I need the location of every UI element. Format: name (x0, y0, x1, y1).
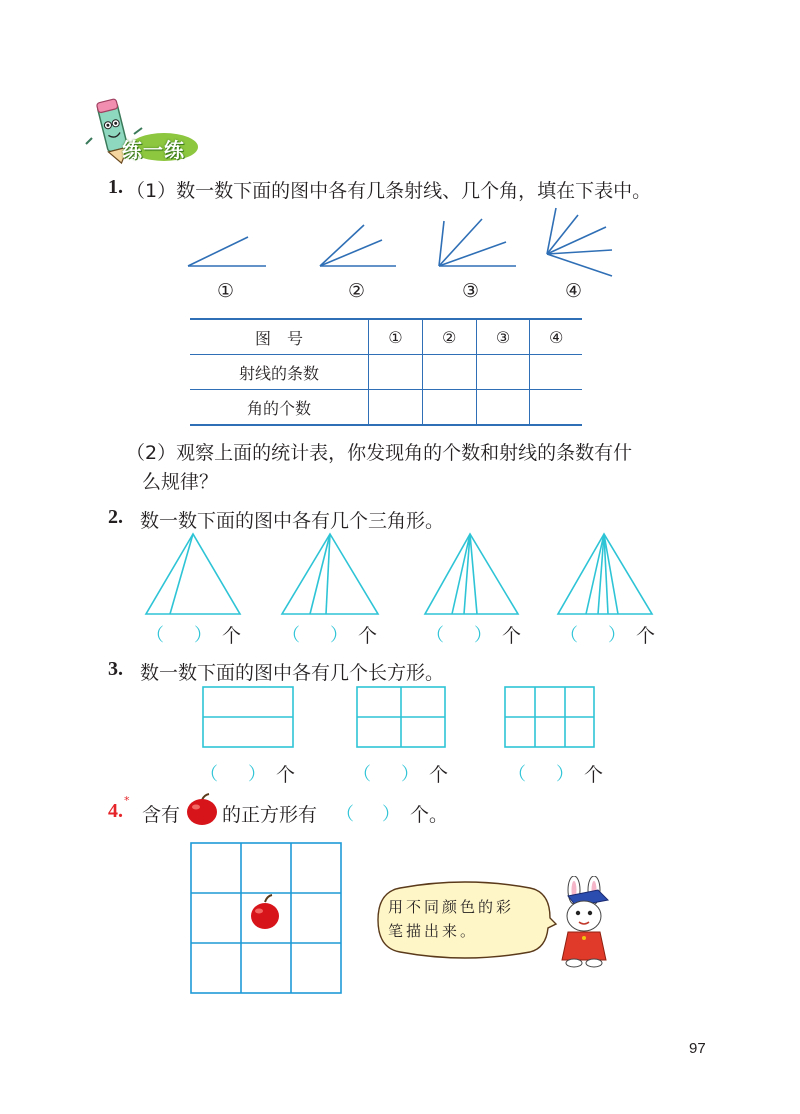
q3-number: 3. (108, 658, 123, 680)
q1-part1-text: （1）数一数下面的图中各有几条射线、几个角，填在下表中。 (126, 180, 652, 202)
triangle-figure-4 (558, 534, 652, 614)
table-col-1: ① (369, 319, 423, 355)
rectangle-figure-3 (505, 687, 594, 747)
q3-rectangle-figures (200, 685, 600, 750)
bubble-line-2: 笔描出来。 (388, 922, 479, 940)
table-cell[interactable] (476, 390, 530, 426)
q2-answer-1: （ ） 个 (146, 625, 242, 647)
grid-apple-icon (251, 895, 279, 929)
q2-triangle-figures (140, 530, 680, 620)
table-row-rays (190, 355, 582, 390)
table-col-4: ④ (530, 319, 582, 355)
figure-4-angle (547, 208, 612, 276)
q2-text: 数一数下面的图中各有几个三角形。 (140, 510, 445, 532)
q1-ray-figures (180, 205, 620, 280)
table-row-label-rays: 射线的条数 (190, 355, 369, 390)
triangle-figure-1 (146, 534, 240, 614)
q4-star: * (124, 794, 130, 807)
q3-answer-1: （ ） 个 (200, 764, 296, 786)
table-cell[interactable] (369, 390, 423, 426)
q1-part2-line1: （2）观察上面的统计表，你发现角的个数和射线的条数有什 (126, 442, 633, 464)
figure-label-4: ④ (565, 280, 583, 302)
section-header (84, 98, 204, 168)
rectangle-figure-2 (357, 687, 445, 747)
figure-label-3: ③ (462, 280, 480, 302)
q2-answer-4: （ ） 个 (560, 625, 656, 647)
table-row-label-angles: 角的个数 (190, 390, 369, 426)
figure-label-1: ① (217, 280, 235, 302)
q4-number: 4. (108, 800, 123, 822)
triangle-figure-2 (282, 534, 378, 614)
table-cell[interactable] (422, 390, 476, 426)
table-col-3: ③ (476, 319, 530, 355)
q3-answer-2: （ ） 个 (353, 764, 449, 786)
q4-square-grid (188, 840, 348, 1000)
figure-3-angle (439, 219, 516, 266)
q2-answer-2: （ ） 个 (282, 625, 378, 647)
q1-statistics-table (190, 318, 582, 426)
bubble-line-1: 用不同颜色的彩 (388, 898, 515, 916)
page-number: 97 (689, 1040, 706, 1057)
q2-number: 2. (108, 506, 123, 528)
apple-icon (184, 793, 220, 827)
triangle-figure-3 (425, 534, 518, 614)
q4-text-after: 的正方形有 (222, 804, 318, 826)
table-cell[interactable] (422, 355, 476, 390)
figure-1-angle (188, 237, 266, 266)
rabbit-mascot-icon (550, 876, 618, 968)
table-row-angles (190, 390, 582, 426)
q3-text: 数一数下面的图中各有几个长方形。 (140, 662, 445, 684)
q3-answer-3: （ ） 个 (508, 764, 604, 786)
table-header-label: 图 号 (190, 319, 369, 355)
section-title: 练一练 (122, 138, 185, 162)
table-cell[interactable] (476, 355, 530, 390)
table-col-2: ② (422, 319, 476, 355)
table-cell[interactable] (369, 355, 423, 390)
table-cell[interactable] (530, 355, 582, 390)
table-cell[interactable] (530, 390, 582, 426)
q2-answer-3: （ ） 个 (426, 625, 522, 647)
rectangle-figure-1 (203, 687, 293, 747)
q4-answer: （ ） 个。 (336, 804, 449, 826)
q1-number: 1. (108, 176, 123, 198)
q4-text-before: 含有 (142, 804, 181, 826)
figure-label-2: ② (348, 280, 366, 302)
q1-part2-line2: 么规律？ (142, 471, 219, 493)
figure-2-angle (320, 225, 396, 266)
table-header-row (190, 319, 582, 355)
